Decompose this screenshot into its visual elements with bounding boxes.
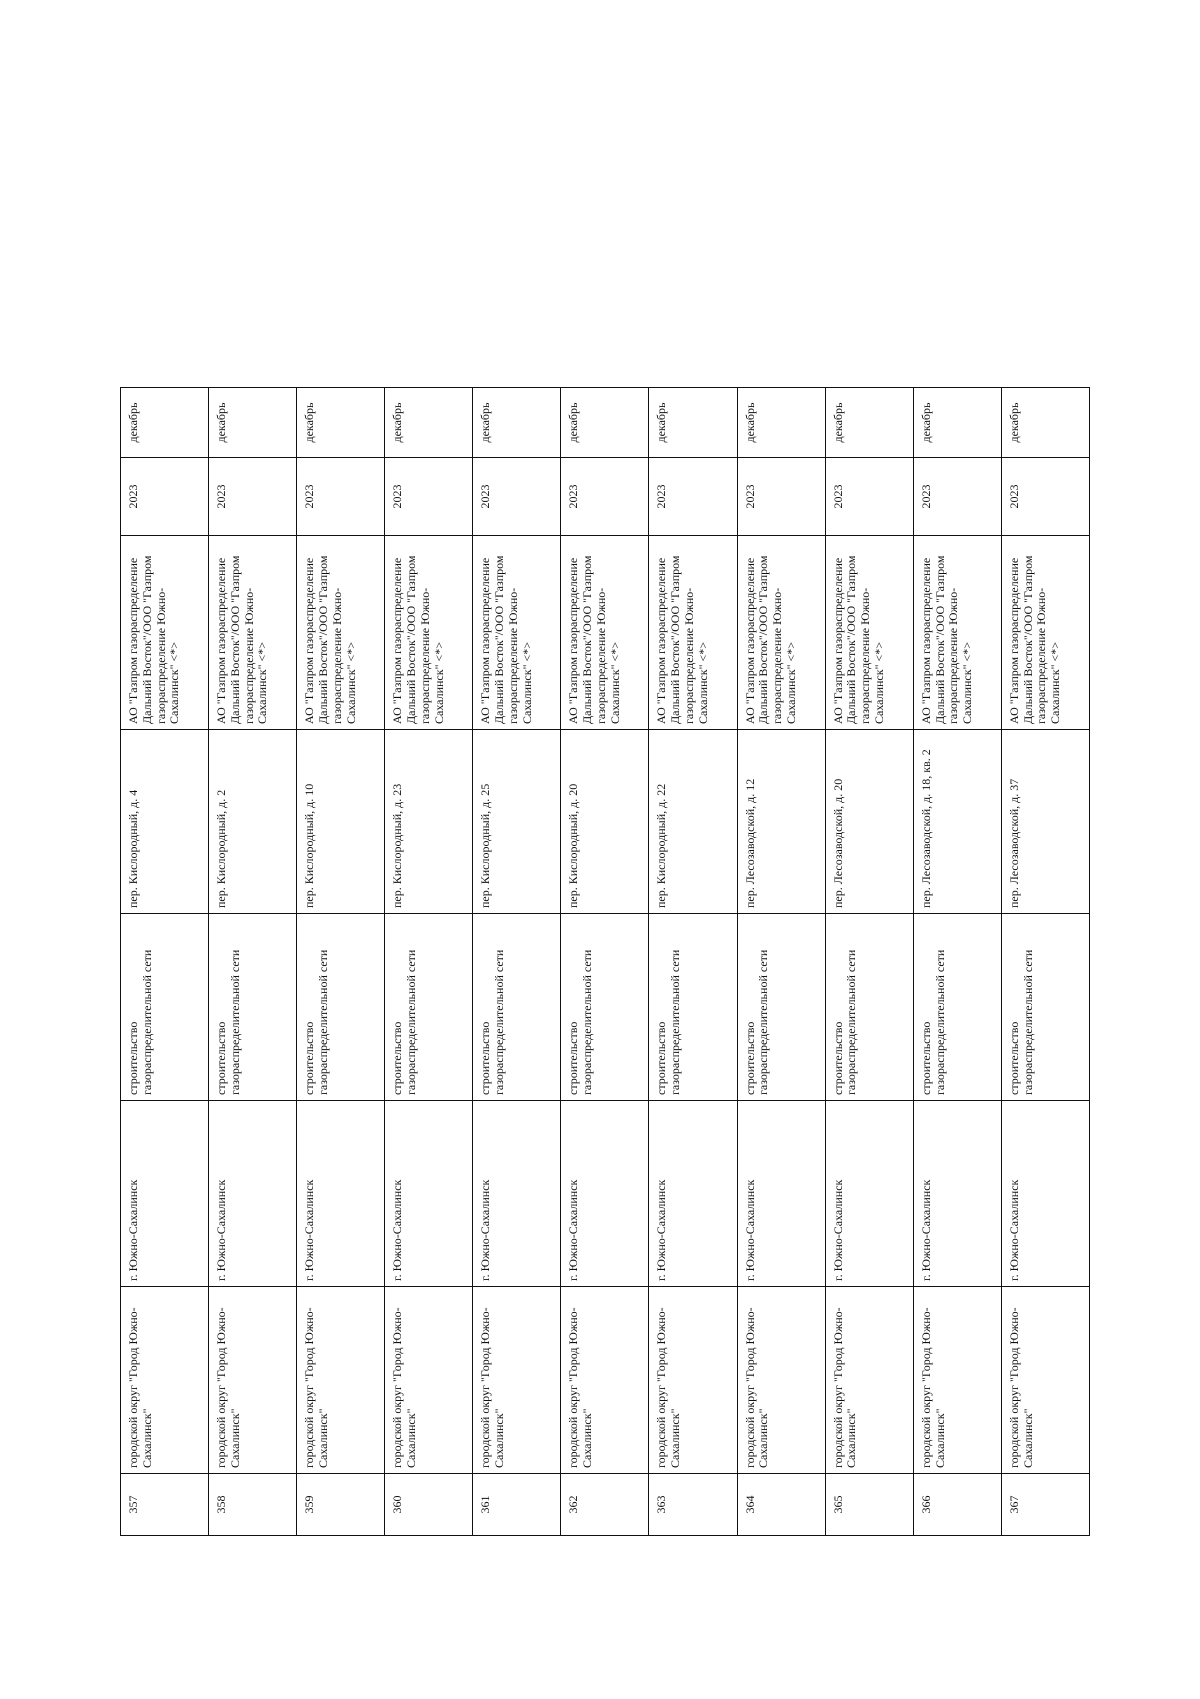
completion-month: декабрь	[473, 388, 561, 458]
completion-month: декабрь	[121, 388, 209, 458]
completion-month: декабрь	[913, 388, 1001, 458]
completion-year: 2023	[473, 458, 561, 536]
gas-distribution-organization: АО "Газпром газораспределение Дальний Восток"/ООО "Газпром газораспределение Южно-Сахалинск" <*>	[1001, 536, 1089, 730]
table-row	[121, 388, 209, 1536]
municipal-district: городской округ "Город Южно-Сахалинск"	[913, 1287, 1001, 1474]
completion-year: 2023	[825, 458, 913, 536]
table-row	[561, 388, 649, 1536]
completion-month: декабрь	[737, 388, 825, 458]
row-number: 364	[737, 1474, 825, 1536]
completion-month: декабрь	[385, 388, 473, 458]
work-type: строительство газораспределительной сети	[825, 914, 913, 1101]
work-type: строительство газораспределительной сети	[297, 914, 385, 1101]
object-address: пер. Лесозаводской, д. 20	[825, 730, 913, 914]
gas-distribution-organization: АО "Газпром газораспределение Дальний Восток"/ООО "Газпром газораспределение Южно-Сахалинск" <*>	[649, 536, 737, 730]
municipal-district: городской округ "Город Южно-Сахалинск"	[649, 1287, 737, 1474]
completion-year: 2023	[385, 458, 473, 536]
work-type: строительство газораспределительной сети	[385, 914, 473, 1101]
object-address: пер. Кислородный, д. 22	[649, 730, 737, 914]
row-number: 365	[825, 1474, 913, 1536]
object-address: пер. Лесозаводской, д. 12	[737, 730, 825, 914]
object-address: пер. Кислородный, д. 25	[473, 730, 561, 914]
table-row	[473, 388, 561, 1536]
work-type: строительство газораспределительной сети	[209, 914, 297, 1101]
work-type: строительство газораспределительной сети	[561, 914, 649, 1101]
table-row	[385, 388, 473, 1536]
settlement: г. Южно-Сахалинск	[1001, 1101, 1089, 1287]
completion-year: 2023	[297, 458, 385, 536]
row-number: 360	[385, 1474, 473, 1536]
completion-month: декабрь	[825, 388, 913, 458]
row-number: 366	[913, 1474, 1001, 1536]
row-number: 362	[561, 1474, 649, 1536]
table-row	[825, 388, 913, 1536]
object-address: пер. Лесозаводской, д. 37	[1001, 730, 1089, 914]
settlement: г. Южно-Сахалинск	[913, 1101, 1001, 1287]
object-address: пер. Кислородный, д. 2	[209, 730, 297, 914]
completion-year: 2023	[649, 458, 737, 536]
completion-month: декабрь	[561, 388, 649, 458]
municipal-district: городской округ "Город Южно-Сахалинск"	[737, 1287, 825, 1474]
settlement: г. Южно-Сахалинск	[649, 1101, 737, 1287]
municipal-district: городской округ "Город Южно-Сахалинск"	[473, 1287, 561, 1474]
settlement: г. Южно-Сахалинск	[737, 1101, 825, 1287]
object-address: пер. Кислородный, д. 20	[561, 730, 649, 914]
row-number: 359	[297, 1474, 385, 1536]
municipal-district: городской округ "Город Южно-Сахалинск"	[209, 1287, 297, 1474]
municipal-district: городской округ "Город Южно-Сахалинск"	[1001, 1287, 1089, 1474]
object-address: пер. Кислородный, д. 4	[121, 730, 209, 914]
completion-year: 2023	[913, 458, 1001, 536]
gas-distribution-organization: АО "Газпром газораспределение Дальний Восток"/ООО "Газпром газораспределение Южно-Сахалинск" <*>	[121, 536, 209, 730]
work-type: строительство газораспределительной сети	[737, 914, 825, 1101]
gas-distribution-organization: АО "Газпром газораспределение Дальний Восток"/ООО "Газпром газораспределение Южно-Сахалинск" <*>	[385, 536, 473, 730]
object-address: пер. Кислородный, д. 23	[385, 730, 473, 914]
table-body	[121, 388, 1090, 1536]
object-address: пер. Лесозаводской, д. 18, кв. 2	[913, 730, 1001, 914]
municipal-district: городской округ "Город Южно-Сахалинск"	[561, 1287, 649, 1474]
gas-distribution-organization: АО "Газпром газораспределение Дальний Восток"/ООО "Газпром газораспределение Южно-Сахалинск" <*>	[209, 536, 297, 730]
table-row	[297, 388, 385, 1536]
municipal-district: городской округ "Город Южно-Сахалинск"	[825, 1287, 913, 1474]
gas-distribution-organization: АО "Газпром газораспределение Дальний Восток"/ООО "Газпром газораспределение Южно-Сахалинск" <*>	[913, 536, 1001, 730]
work-type: строительство газораспределительной сети	[121, 914, 209, 1101]
completion-month: декабрь	[297, 388, 385, 458]
settlement: г. Южно-Сахалинск	[297, 1101, 385, 1287]
completion-month: декабрь	[649, 388, 737, 458]
gas-distribution-organization: АО "Газпром газораспределение Дальний Восток"/ООО "Газпром газораспределение Южно-Сахалинск" <*>	[561, 536, 649, 730]
table-row	[737, 388, 825, 1536]
gas-distribution-organization: АО "Газпром газораспределение Дальний Восток"/ООО "Газпром газораспределение Южно-Сахалинск" <*>	[737, 536, 825, 730]
row-number: 358	[209, 1474, 297, 1536]
settlement: г. Южно-Сахалинск	[825, 1101, 913, 1287]
settlement: г. Южно-Сахалинск	[561, 1101, 649, 1287]
table-row	[649, 388, 737, 1536]
municipal-district: городской округ "Город Южно-Сахалинск"	[121, 1287, 209, 1474]
completion-year: 2023	[737, 458, 825, 536]
rotated-table-wrapper	[120, 388, 1090, 1536]
work-type: строительство газораспределительной сети	[1001, 914, 1089, 1101]
gas-distribution-organization: АО "Газпром газораспределение Дальний Восток"/ООО "Газпром газораспределение Южно-Сахалинск" <*>	[473, 536, 561, 730]
completion-year: 2023	[561, 458, 649, 536]
table-row	[1001, 388, 1089, 1536]
object-address: пер. Кислородный, д. 10	[297, 730, 385, 914]
municipal-district: городской округ "Город Южно-Сахалинск"	[385, 1287, 473, 1474]
row-number: 357	[121, 1474, 209, 1536]
settlement: г. Южно-Сахалинск	[473, 1101, 561, 1287]
row-number: 367	[1001, 1474, 1089, 1536]
work-type: строительство газораспределительной сети	[913, 914, 1001, 1101]
gasification-schedule-table	[120, 387, 1090, 1536]
completion-year: 2023	[1001, 458, 1089, 536]
gas-distribution-organization: АО "Газпром газораспределение Дальний Восток"/ООО "Газпром газораспределение Южно-Сахалинск" <*>	[825, 536, 913, 730]
completion-month: декабрь	[209, 388, 297, 458]
settlement: г. Южно-Сахалинск	[385, 1101, 473, 1287]
table-row	[913, 388, 1001, 1536]
settlement: г. Южно-Сахалинск	[121, 1101, 209, 1287]
municipal-district: городской округ "Город Южно-Сахалинск"	[297, 1287, 385, 1474]
row-number: 363	[649, 1474, 737, 1536]
completion-month: декабрь	[1001, 388, 1089, 458]
completion-year: 2023	[209, 458, 297, 536]
row-number: 361	[473, 1474, 561, 1536]
gas-distribution-organization: АО "Газпром газораспределение Дальний Восток"/ООО "Газпром газораспределение Южно-Сахалинск" <*>	[297, 536, 385, 730]
table-row	[209, 388, 297, 1536]
settlement: г. Южно-Сахалинск	[209, 1101, 297, 1287]
work-type: строительство газораспределительной сети	[473, 914, 561, 1101]
completion-year: 2023	[121, 458, 209, 536]
work-type: строительство газораспределительной сети	[649, 914, 737, 1101]
